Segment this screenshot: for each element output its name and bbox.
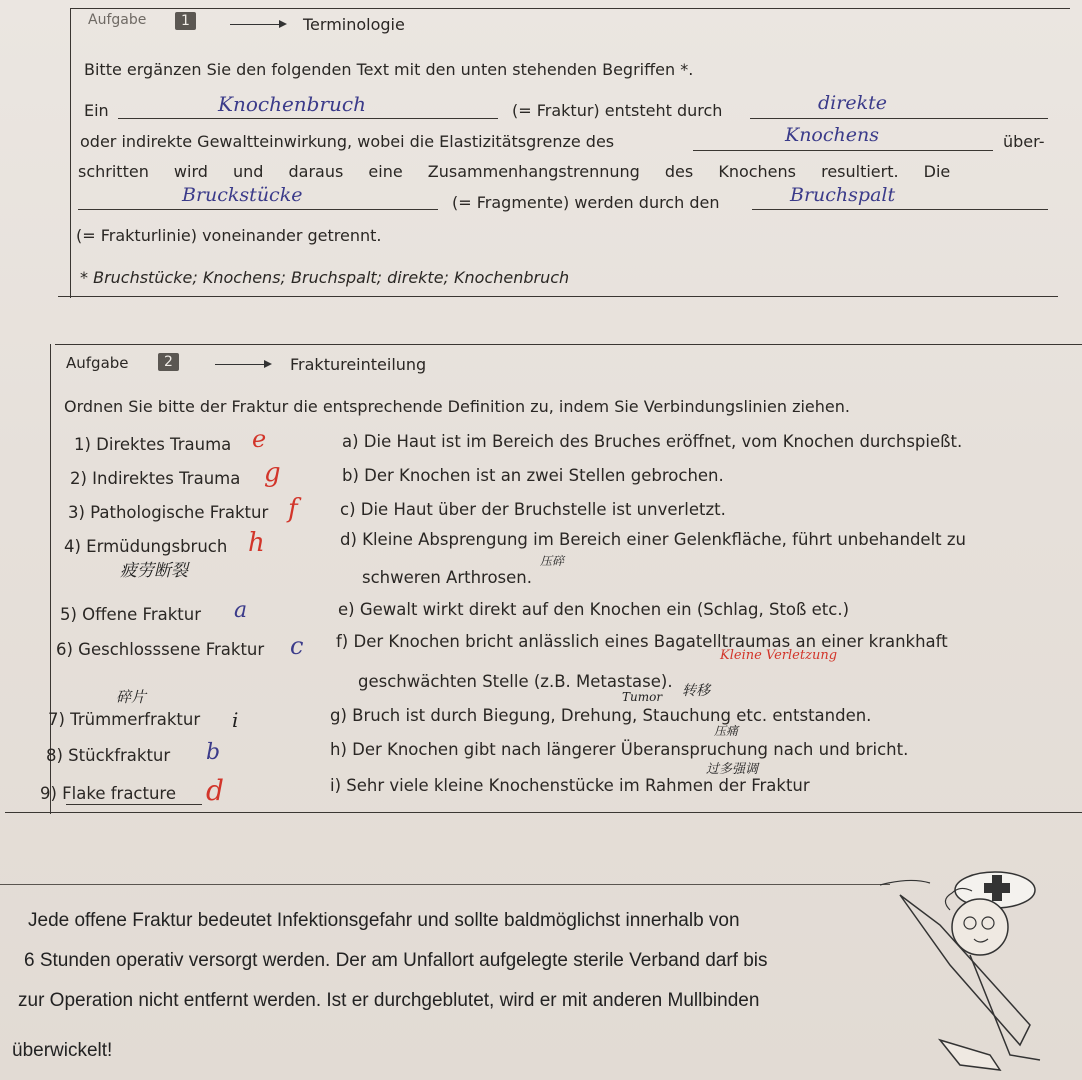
task1-line3: schritten wird und daraus eine Zusammenhangstrennung des Knochens resultiert. Die: [78, 162, 951, 181]
task2-frame-left: [50, 344, 51, 814]
task2-arrow: [215, 364, 270, 365]
task1-line1-end: (= Fraktur) entsteht durch: [512, 101, 723, 120]
note-line1: Jede offene Fraktur bedeutet Infektionsgefahr und sollte baldmöglichst innerhalb von: [28, 910, 740, 931]
definition-f-line2: geschwächten Stelle (z.B. Metastase).: [358, 672, 673, 691]
fracture-answer-3: f: [288, 494, 298, 524]
annotation-overload-cn: 过多强调: [706, 762, 759, 777]
fracture-answer-6: c: [290, 632, 304, 660]
task1-blank1-line: [118, 118, 498, 119]
task2-number-badge: 2: [158, 353, 179, 371]
fracture-item-8: 8) Stückfraktur: [46, 746, 171, 765]
task2-instruction: Ordnen Sie bitte der Fraktur die entsprechende Definition zu, indem Sie Verbindungslinien ziehen.: [64, 397, 850, 416]
task1-answer-blank3: Knochens: [785, 124, 879, 146]
fracture-item-2: 2) Indirektes Trauma: [70, 469, 241, 488]
task1-line4-middle: (= Fragmente) werden durch den: [452, 193, 720, 212]
definition-d-line1: d) Kleine Absprengung im Bereich einer Gelenkfläche, führt unbehandelt zu: [340, 530, 966, 549]
task2-label: Aufgabe: [66, 354, 129, 372]
note-line2: 6 Stunden operativ versorgt werden. Der am Unfallort aufgelegte sterile Verband darf bis: [24, 950, 768, 971]
definition-b: b) Der Knochen ist an zwei Stellen gebrochen.: [342, 466, 724, 485]
annotation-metastase-cn: 转移: [682, 683, 710, 699]
definition-d-line2: schweren Arthrosen.: [362, 568, 533, 587]
task1-answer-blank5: Bruchspalt: [790, 184, 896, 206]
fracture-answer-7: i: [232, 708, 239, 732]
fracture-item-4: 4) Ermüdungsbruch: [64, 537, 228, 556]
task1-frame-bottom: [58, 296, 1058, 297]
task1-answer-blank1: Knochenbruch: [218, 92, 366, 116]
task1-arrow: [230, 24, 285, 25]
task1-line2-start: oder indirekte Gewaltteinwirkung, wobei die Elastizitätsgrenze des: [80, 132, 615, 151]
definition-e: e) Gewalt wirkt direkt auf den Knochen ein (Schlag, Stoß etc.): [338, 600, 850, 619]
nurse-illustration: [880, 855, 1082, 1080]
fracture-answer-1: e: [252, 425, 267, 453]
task1-title: Terminologie: [303, 15, 405, 34]
definition-a: a) Die Haut ist im Bereich des Bruches eröffnet, vom Knochen durchspießt.: [342, 432, 963, 451]
definition-g: g) Bruch ist durch Biegung, Drehung, Stauchung etc. entstanden.: [330, 706, 872, 725]
annotation-tumor: Tumor: [622, 690, 663, 704]
task1-line5: (= Frakturlinie) voneinander getrennt.: [76, 226, 382, 245]
annotation-fatigue-cn: 疲劳断裂: [120, 561, 188, 581]
fracture-item-6: 6) Geschlosssene Fraktur: [56, 640, 265, 659]
fracture-item-1: 1) Direktes Trauma: [74, 435, 232, 454]
definition-h: h) Der Knochen gibt nach längerer Überanspruchung nach und bricht.: [330, 740, 909, 759]
definition-c: c) Die Haut über der Bruchstelle ist unverletzt.: [340, 500, 726, 519]
fracture-item-3: 3) Pathologische Fraktur: [68, 503, 269, 522]
note-line3: zur Operation nicht entfernt werden. Ist er durchgeblutet, wird er mit anderen Mullbinden: [18, 990, 760, 1011]
task1-line1-start: Ein: [84, 101, 109, 120]
fracture-item-7: 7) Trümmerfraktur: [48, 710, 201, 729]
definition-f-line1: f) Der Knochen bricht anlässlich eines Bagatelltraumas an einer krankhaft: [336, 632, 948, 651]
annotation-minor-injury: Kleine Verletzung: [720, 648, 838, 663]
fracture-answer-8: b: [206, 740, 221, 765]
fracture-answer-4: h: [248, 528, 265, 558]
task1-answer-blank2: direkte: [818, 92, 887, 114]
task1-frame-top: [70, 8, 1070, 9]
note-frame-top: [0, 884, 890, 885]
task1-answer-blank4: Bruckstücke: [182, 184, 303, 206]
task1-blank3-line: [693, 150, 993, 151]
task1-frame-left: [70, 8, 71, 298]
task2-title: Fraktureinteilung: [290, 355, 427, 374]
annotation-stress-cn: 压痛: [714, 724, 739, 738]
fracture-answer-9: d: [206, 774, 224, 807]
annotation-crushing-cn: 压碎: [540, 554, 565, 568]
task1-blank5-line: [752, 209, 1048, 210]
fracture-answer-5: a: [234, 598, 248, 623]
task1-blank4-line: [78, 209, 438, 210]
fracture-item-5: 5) Offene Fraktur: [60, 605, 201, 624]
task2-frame-bottom: [5, 812, 1082, 813]
task1-blank2-line: [750, 118, 1048, 119]
definition-i: i) Sehr viele kleine Knochenstücke im Rahmen der Fraktur: [330, 776, 810, 795]
annotation-comminuted-cn: 碎片: [116, 688, 147, 706]
fracture-item-9-underline: [66, 804, 202, 805]
note-line4: überwickelt!: [12, 1040, 113, 1061]
task1-label: Aufgabe: [88, 12, 147, 28]
task2-frame-top: [55, 344, 1082, 345]
task1-number-badge: 1: [175, 12, 196, 30]
fracture-answer-2: g: [264, 458, 281, 488]
task1-instruction: Bitte ergänzen Sie den folgenden Text mit den unten stehenden Begriffen *.: [84, 60, 694, 79]
fracture-item-9: 9) Flake fracture: [40, 784, 177, 803]
task1-terms: * Bruchstücke; Knochens; Bruchspalt; direkte; Knochenbruch: [80, 268, 570, 287]
task1-line2-end: über-: [1003, 132, 1045, 151]
